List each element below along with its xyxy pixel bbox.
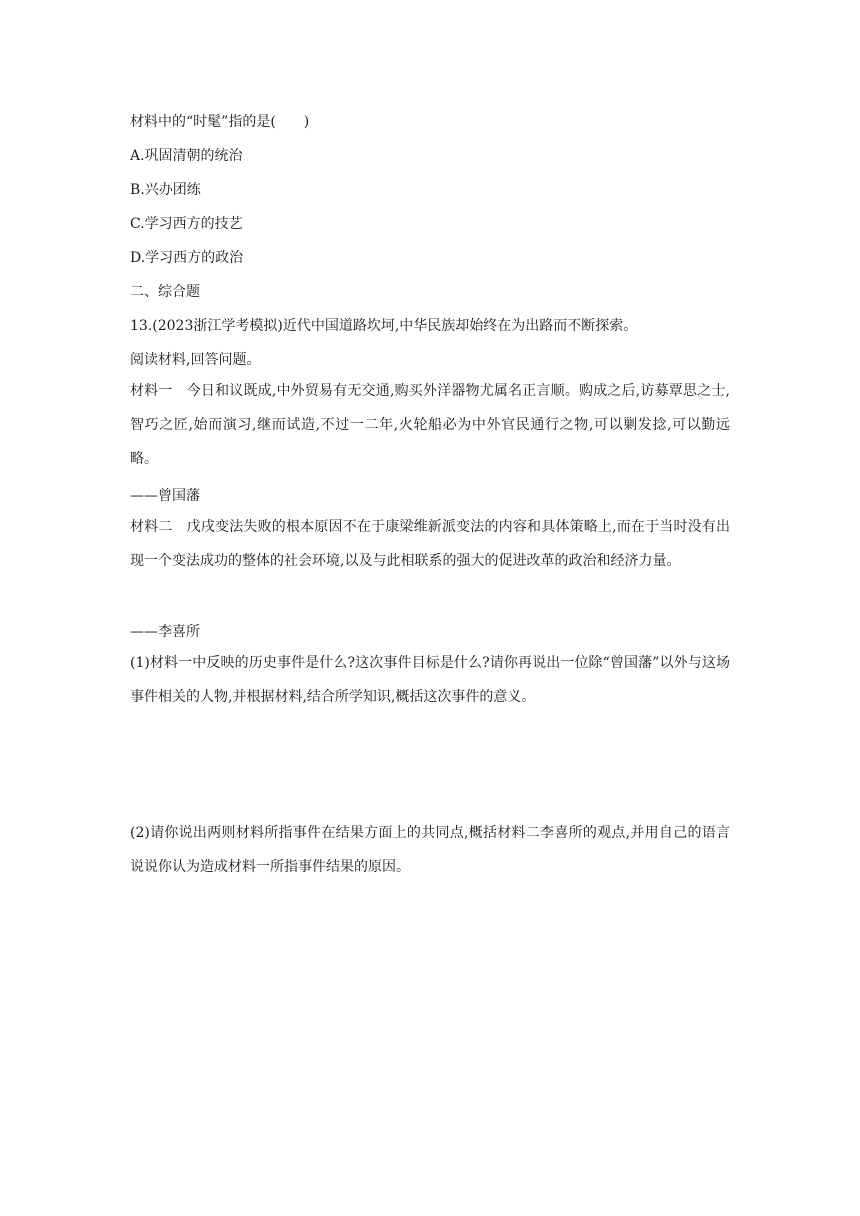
option-c: C.学习西方的技艺 [130,216,243,232]
material-one-text: 材料一 今日和议既成,中外贸易有无交通,购买外洋器物尤属名正言顺。购成之后,访募覃思之士,智巧之匠,始而演习,继而试造,不过一二年,火轮船必为中外官民通行之物,可以剿发捻,可以勤远略。 [130,383,730,467]
option-b: B.兴办团练 [130,182,201,198]
question-stem: 材料中的“时髦”指的是( ) [130,114,310,130]
option-a: A.巩固清朝的统治 [130,148,243,164]
sub-question-1: (1)材料一中反映的历史事件是什么?这次事件目标是什么?请你再说出一位除“曾国藩”以外与这场事件相关的人物,并根据材料,结合所学知识,概括这次事件的意义。 [130,655,730,705]
material-two-text: 材料二 戊戌变法失败的根本原因不在于康梁维新派变法的内容和具体策略上,而在于当时没有出现一个变法成功的整体的社会环境,以及与此相联系的强大的促进改革的政治和经济力量。 [130,519,730,569]
material-one-source: ——曾国藩 [130,488,200,504]
section-title: 二、综合题 [130,284,200,300]
material-two-source: ——李喜所 [130,624,200,640]
question-13-intro: 13.(2023浙江学考模拟)近代中国道路坎坷,中华民族却始终在为出路而不断探索。 [130,318,638,334]
sub-question-2: (2)请你说出两则材料所指事件在结果方面上的共同点,概括材料二李喜所的观点,并用自己的语言说说你认为造成材料一所指事件结果的原因。 [130,825,730,875]
option-d: D.学习西方的政治 [130,250,244,266]
question-13-instruction: 阅读材料,回答问题。 [130,352,261,368]
